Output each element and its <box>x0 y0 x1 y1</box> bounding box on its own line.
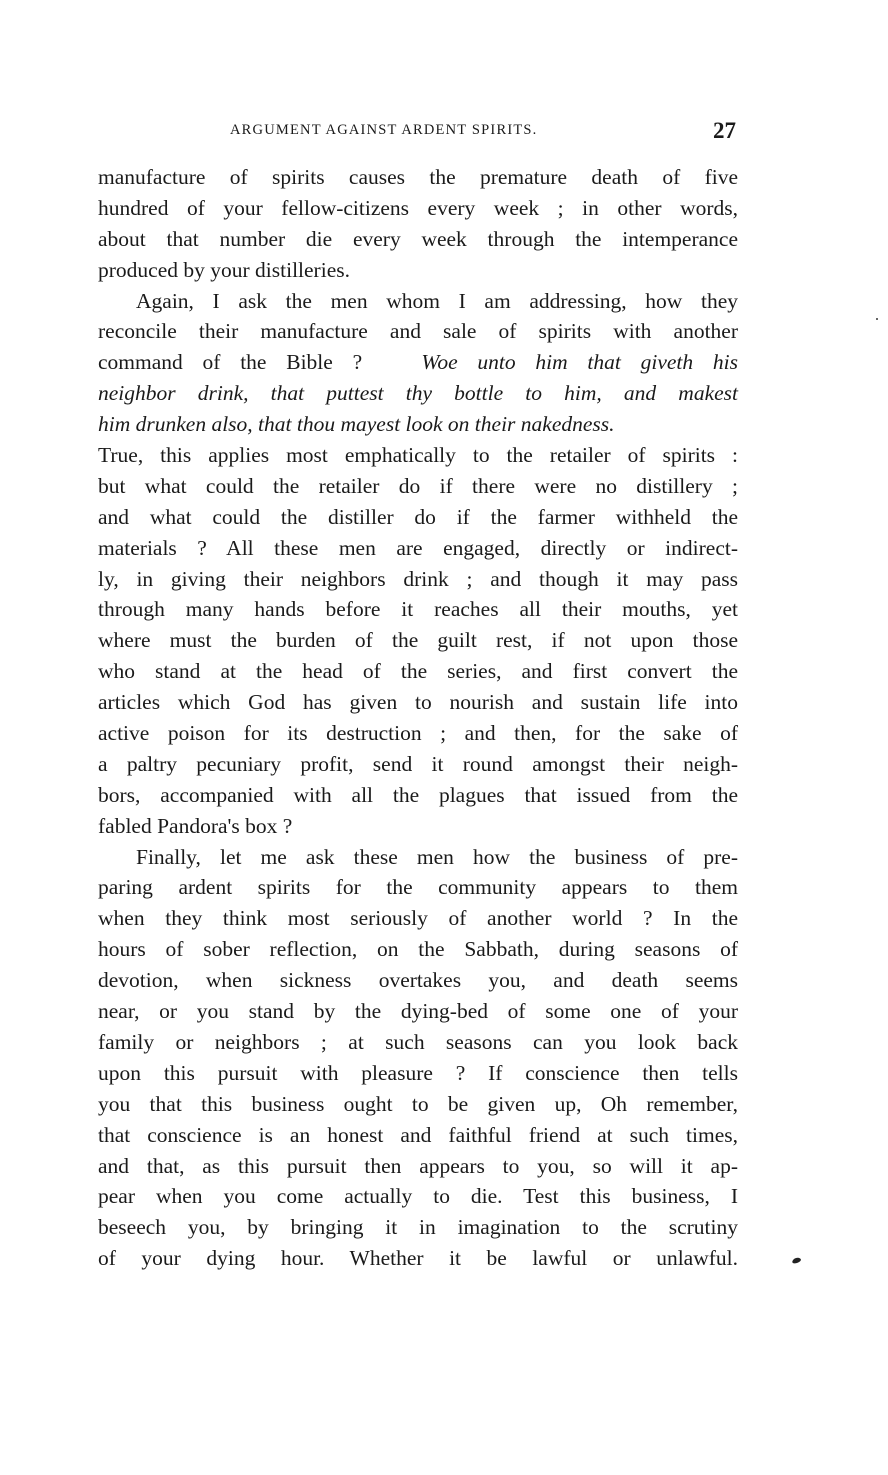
text-line: True, this applies most emphatically to the retailer of spirits : <box>98 443 738 468</box>
text-segment: command of the Bible ? <box>98 350 363 375</box>
text-line: about that number die every week through the intemperance <box>98 226 738 251</box>
text-line: but what could the retailer do if there were no distillery ; <box>98 473 738 498</box>
text-line: paring ardent spirits for the community appears to them <box>98 875 738 900</box>
text-line: of your dying hour. Whether it be lawful or unlawful. <box>98 1246 738 1271</box>
text-line: near, or you stand by the dying-bed of some one of your <box>98 999 738 1024</box>
text-line: you that this business ought to be given up, Oh remember, <box>98 1091 738 1116</box>
text-line: beseech you, by bringing it in imagination to the scrutiny <box>98 1215 738 1240</box>
italic-quote-segment: Woe unto him that giveth his <box>421 350 738 375</box>
text-line: reconcile their manufacture and sale of spirits with another <box>98 319 738 344</box>
ink-mark <box>791 1257 801 1265</box>
edge-speck <box>876 318 878 320</box>
body-text <box>98 162 738 1274</box>
text-line: family or neighbors ; at such seasons can you look back <box>98 1029 738 1054</box>
italic-text-line: him drunken also, that thou mayest look on their nakedness. <box>98 412 615 437</box>
text-line: that conscience is an honest and faithful friend at such times, <box>98 1122 738 1147</box>
text-line: when they think most seriously of another world ? In the <box>98 906 738 931</box>
text-line: produced by your distilleries. <box>98 257 350 282</box>
text-line: a paltry pecuniary profit, send it round amongst their neigh- <box>98 751 738 776</box>
text-line: materials ? All these men are engaged, directly or indirect- <box>98 535 738 560</box>
text-line: hours of sober reflection, on the Sabbath, during seasons of <box>98 937 738 962</box>
text-line: fabled Pandora's box ? <box>98 813 293 838</box>
text-line: manufacture of spirits causes the premature death of five <box>98 165 738 189</box>
text-line: hundred of your fellow-citizens every week ; in other words, <box>98 195 738 220</box>
text-line: and that, as this pursuit then appears to you, so will it ap- <box>98 1153 738 1178</box>
text-line: and what could the distiller do if the farmer withheld the <box>98 504 738 529</box>
text-line: upon this pursuit with pleasure ? If conscience then tells <box>98 1060 738 1085</box>
italic-text-line: neighbor drink, that puttest thy bottle to him, and makest <box>98 381 738 406</box>
page-header <box>98 118 738 148</box>
text-line: pear when you come actually to die. Test this business, I <box>98 1184 738 1209</box>
text-line: bors, accompanied with all the plagues that issued from the <box>98 782 738 807</box>
text-line: active poison for its destruction ; and then, for the sake of <box>98 721 738 746</box>
text-line: through many hands before it reaches all their mouths, yet <box>98 597 738 622</box>
text-line <box>98 347 738 378</box>
page-number: 27 <box>713 118 736 143</box>
text-line: ly, in giving their neighbors drink ; and though it may pass <box>98 566 738 591</box>
text-line: devotion, when sickness overtakes you, and death seems <box>98 968 738 993</box>
text-line: where must the burden of the guilt rest, if not upon those <box>98 628 738 653</box>
text-line: Finally, let me ask these men how the business of pre- <box>136 844 738 869</box>
text-line: articles which God has given to nourish and sustain life into <box>98 690 738 715</box>
running-head: ARGUMENT AGAINST ARDENT SPIRITS. <box>230 122 538 138</box>
text-line: who stand at the head of the series, and first convert the <box>98 659 738 684</box>
text-line: Again, I ask the men whom I am addressing, how they <box>136 288 738 313</box>
